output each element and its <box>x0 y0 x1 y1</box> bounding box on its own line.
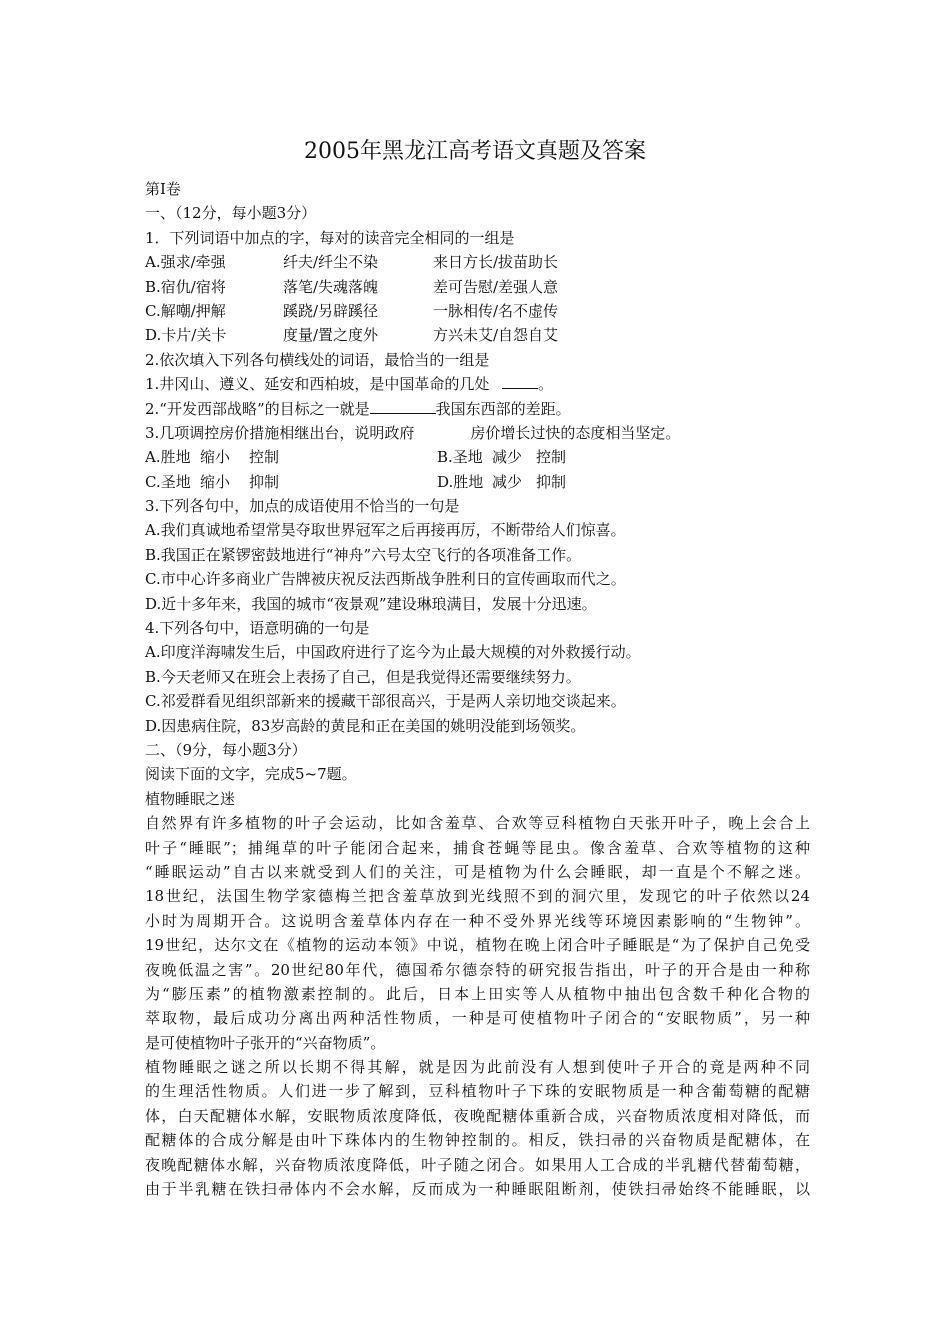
option-word: 缩小 <box>200 472 231 491</box>
paragraph-line: 植物睡眠之谜之所以长期不得其解，就是因为此前没有人想到使叶子开合的竟是两种不同 <box>145 1058 810 1077</box>
sentence-text: 我国东西部的差距。 <box>435 399 571 418</box>
option-word: C.圣地 <box>145 472 191 491</box>
question-4-stem: 4.下列各句中，语意明确的一句是 <box>145 619 370 638</box>
sentence-text: 。 <box>538 375 554 394</box>
paragraph-line: 为“膨压素”的植物激素控制的。此后，日本上田实等人从植物中抽出包含数千种化合物的 <box>145 984 810 1003</box>
paragraph-line: 夜晚低温之害”。20世纪80年代，德国希尔德奈特的研究报告指出，叶子的开合是由一种称 <box>145 960 810 979</box>
document-body <box>145 177 810 1201</box>
option-word: D.胜地 <box>437 472 484 491</box>
fill-blank <box>502 372 538 389</box>
question-2-stem: 2.依次填入下列各句横线处的词语，最恰当的一组是 <box>145 350 490 369</box>
option-word: 控制 <box>249 448 280 467</box>
paragraph-line: 叶子“睡眠”；捕绳草的叶子能闭合起来，捕食苍蝇等昆虫。像含羞草、合欢等植物的这种 <box>145 838 810 857</box>
question-1-option-c <box>145 299 810 323</box>
option-pair: C.解嘲/押解 <box>145 301 226 320</box>
paragraph-line: 小时为周期开合。这说明含羞草体内存在一种不受外界光线等环境因素影响的“生物钟”。 <box>145 911 810 930</box>
option-pair: 来日方长/拔苗助长 <box>433 253 559 272</box>
question-2-sentence-3 <box>145 421 810 445</box>
paragraph-line: 自然界有许多植物的叶子会运动，比如含羞草、合欢等豆科植物白天张开叶子，晚上会合上 <box>145 814 810 833</box>
option-word: 抑制 <box>536 472 567 491</box>
question-2-options-cd <box>145 470 810 494</box>
option-pair: B.宿仇/宿将 <box>145 277 226 296</box>
question-4-option-c: C.祁爱群看见组织部新来的援藏干部很高兴，于是两人亲切地交谈起来。 <box>145 692 626 711</box>
question-1-option-b <box>145 275 810 299</box>
option-word: 缩小 <box>200 448 231 467</box>
question-2-sentence-1 <box>145 372 810 396</box>
option-pair: 一脉相传/名不虚传 <box>433 301 559 320</box>
section-heading-2: 二、（9分，每小题3分） <box>145 740 307 759</box>
page-title: 2005年黑龙江高考语文真题及答案 <box>304 139 646 164</box>
question-4-option-d: D.因患病住院，83岁高龄的黄昆和正在美国的姚明没能到场领奖。 <box>145 716 586 735</box>
paragraph-line: 由于半乳糖在铁扫帚体内不会水解，反而成为一种睡眠阻断剂，使铁扫帚始终不能睡眠，以 <box>145 1180 810 1199</box>
question-1-option-a <box>145 250 810 274</box>
paragraph-line: 萃取物，最后成功分离出两种活性物质，一种是可使植物叶子闭合的“安眠物质”，另一种 <box>145 1009 810 1028</box>
passage-paragraph-2 <box>145 1055 810 1201</box>
option-word: A.胜地 <box>145 448 191 467</box>
question-3-option-c: C.市中心许多商业广告牌被庆祝反法西斯战争胜利日的宣传画取而代之。 <box>145 570 626 589</box>
option-pair: A.强求/牵强 <box>145 253 226 272</box>
paragraph-line: “睡眠运动”自古以来就受到人们的关注，可是植物为什么会睡眠，却一直是个不解之迷。 <box>145 862 810 881</box>
paragraph-line: 18世纪，法国生物学家德梅兰把含羞草放到光线照不到的洞穴里，发现它的叶子依然以24 <box>145 887 810 906</box>
passage-title: 植物睡眠之迷 <box>145 789 236 808</box>
fill-blank <box>370 397 436 414</box>
sentence-text: 3.几项调控房价措施相继出台，说明政府 <box>145 423 415 442</box>
question-3-option-d: D.近十多年来，我国的城市“夜景观”建设琳琅满目，发展十分迅速。 <box>145 594 597 613</box>
option-word: B.圣地 <box>437 448 483 467</box>
option-pair: 方兴未艾/自怨自艾 <box>433 326 559 345</box>
option-pair: D.卡片/关卡 <box>145 326 227 345</box>
question-3-option-a: A.我们真诚地希望常昊夺取世界冠军之后再接再厉，不断带给人们惊喜。 <box>145 521 626 540</box>
option-pair: 蹊跷/另辟蹊径 <box>283 301 379 320</box>
volume-label: 第Ⅰ卷 <box>145 180 181 198</box>
question-3-option-b: B.我国正在紧锣密鼓地进行“神舟”六号太空飞行的各项准备工作。 <box>145 545 582 564</box>
question-2-options-ab <box>145 445 810 469</box>
option-pair: 纤夫/纤尘不染 <box>283 253 379 272</box>
sentence-text: 房价增长过快的态度相当坚定。 <box>470 423 681 442</box>
paragraph-line: 配糖体的合成分解是由叶下珠体内的生物钟控制的。相反，铁扫帚的兴奋物质是配糖体，在 <box>145 1131 810 1150</box>
option-word: 减少 <box>492 472 523 491</box>
paragraph-line: 是可使植物叶子张开的“兴奋物质”。 <box>145 1033 386 1052</box>
sentence-text: 1.井冈山、遵义、延安和西柏坡，是中国革命的几处 <box>145 375 490 394</box>
section-heading-1: 一、（12分，每小题3分） <box>145 204 317 223</box>
option-word: 减少 <box>492 448 523 467</box>
sentence-text: 2.“开发西部战略”的目标之一就是 <box>145 399 370 418</box>
option-word: 控制 <box>536 448 567 467</box>
question-1-option-d <box>145 323 810 347</box>
option-pair: 落笔/失魂落魄 <box>283 277 379 296</box>
paragraph-line: 的生理活性物质。人们进一步了解到，豆科植物叶子下珠的安眠物质是一种含葡萄糖的配糖 <box>145 1082 810 1101</box>
question-2-sentence-2 <box>145 397 810 421</box>
passage-paragraph-1 <box>145 811 810 1055</box>
question-1-stem: 1．下列词语中加点的字，每对的读音完全相同的一组是 <box>145 228 515 247</box>
question-4-option-b: B.今天老师又在班会上表扬了自己，但是我觉得还需要继续努力。 <box>145 667 581 686</box>
paragraph-line: 19世纪，达尔文在《植物的运动本领》中说，植物在晚上闭合叶子睡眠是“为了保护自己免受 <box>145 936 810 955</box>
option-pair: 差可告慰/差强人意 <box>433 277 559 296</box>
question-3-stem: 3.下列各句中，加点的成语使用不恰当的一句是 <box>145 497 460 516</box>
question-4-option-a: A.印度洋海啸发生后，中国政府进行了迄今为止最大规模的对外救援行动。 <box>145 643 641 662</box>
paragraph-line: 夜晚配糖体水解，兴奋物质浓度降低，叶子随之闭合。如果用人工合成的半乳糖代替葡萄糖， <box>145 1155 810 1174</box>
paragraph-line: 体，白天配糖体水解，安眠物质浓度降低，夜晚配糖体重新合成，兴奋物质浓度相对降低，而 <box>145 1106 810 1125</box>
reading-instruction: 阅读下面的文字，完成5~7题。 <box>145 765 357 784</box>
option-pair: 度量/置之度外 <box>283 326 379 345</box>
option-word: 抑制 <box>249 472 280 491</box>
